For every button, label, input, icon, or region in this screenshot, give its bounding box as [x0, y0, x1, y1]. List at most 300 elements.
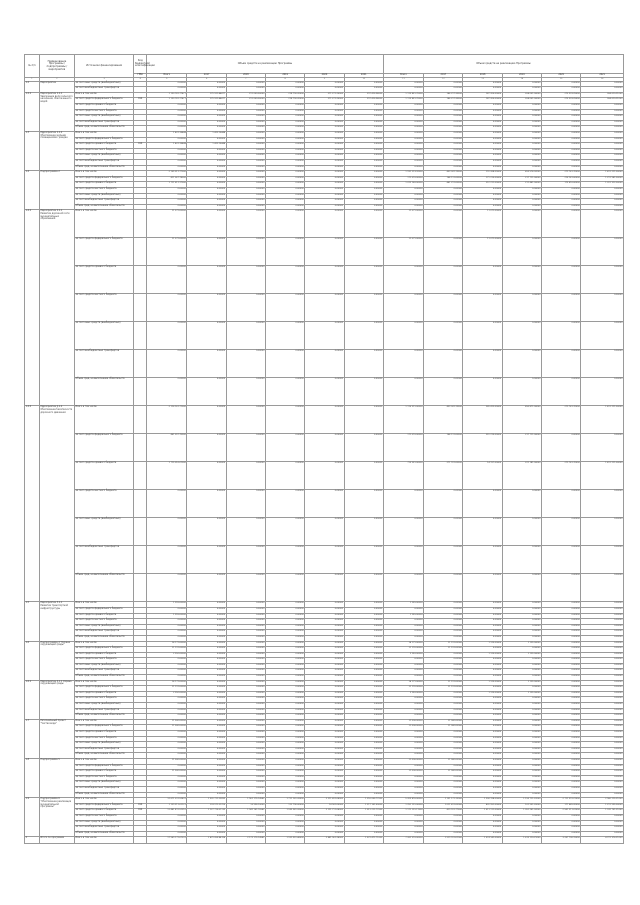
amount-cell: 0,00000 [266, 204, 305, 210]
amount-cell: 0,00000 [542, 663, 581, 669]
amount-cell: 7 261 970,00000 [383, 837, 423, 844]
amount-cell: 0,00000 [581, 781, 624, 787]
amount-cell: 0,00000 [266, 602, 305, 608]
funding-source: за счет межбюджетных трансфертов [74, 350, 133, 378]
amount-cell: 304 610,91000 [581, 92, 624, 98]
amount-cell: 1 110 911,00000 [383, 406, 423, 434]
amount-cell: 0,00000 [383, 775, 423, 781]
amount-cell: 0,00000 [266, 691, 305, 697]
amount-cell: 0,00000 [226, 675, 265, 681]
amount-cell: 0,00000 [542, 109, 581, 115]
column-index: 10 [344, 78, 383, 82]
row-number: 1.9 [25, 798, 40, 837]
amount-cell: 0,00000 [226, 434, 265, 462]
amount-cell: 0,00000 [266, 81, 305, 87]
amount-cell: 11 071,00000 [463, 238, 502, 266]
funding-source: Всего в том числе: [74, 837, 133, 844]
amount-cell: 0,00000 [305, 826, 344, 832]
amount-cell: 2 711 991,21000 [542, 798, 581, 804]
amount-cell: 0,00000 [226, 630, 265, 636]
row-number: 1.2 [25, 81, 40, 92]
amount-cell: 0,00000 [424, 814, 463, 820]
amount-cell: 0,00000 [266, 663, 305, 669]
amount-cell: 0,00000 [226, 115, 265, 121]
amount-cell: 0,00000 [147, 736, 187, 742]
funding-source: за счет иных средств (внебюджетных) [74, 154, 133, 160]
amount-cell: 0,00000 [581, 109, 624, 115]
amount-cell: 0,00000 [581, 160, 624, 166]
amount-cell: 0,00000 [542, 725, 581, 731]
amount-cell: 1 125,00000 [463, 652, 502, 658]
header-year-actual: Всего [383, 74, 423, 78]
amount-cell: 0,00000 [581, 104, 624, 110]
amount-cell: 0,00000 [344, 770, 383, 776]
funding-source: за счет средств краевого бюджета [74, 770, 133, 776]
amount-cell: 0,00000 [344, 148, 383, 154]
funding-source: за счет межбюджетных трансфертов [74, 120, 133, 126]
amount-cell: 0,00000 [226, 238, 265, 266]
funding-source: за счет средств федерального бюджета [74, 803, 133, 809]
row-number: 1.3 [25, 132, 40, 171]
amount-cell: 0,00000 [266, 764, 305, 770]
amount-cell: 0,00000 [502, 187, 541, 193]
amount-cell: 0,00000 [463, 322, 502, 350]
amount-cell: 0,00000 [542, 781, 581, 787]
amount-cell: 0,00000 [542, 742, 581, 748]
vsr-code: 914 [134, 143, 147, 149]
column-index: 3 [74, 78, 133, 82]
funding-source: за счет средств местного бюджета [74, 658, 133, 664]
amount-cell: 0,00000 [187, 204, 226, 210]
amount-cell: 0,00000 [305, 624, 344, 630]
amount-cell: 0,00000 [542, 697, 581, 703]
amount-cell: 0,00000 [581, 764, 624, 770]
funding-source: за счет средств краевого бюджета [74, 691, 133, 697]
amount-cell: 0,00000 [266, 143, 305, 149]
amount-cell: 0,00000 [266, 126, 305, 132]
amount-cell: 1 411 211,00000 [581, 462, 624, 490]
amount-cell: 0,00000 [226, 753, 265, 759]
amount-cell: 0,00000 [542, 647, 581, 653]
funding-source: за счет средств краевого бюджета [74, 266, 133, 294]
amount-cell: 0,00000 [147, 518, 187, 546]
header-year-approved: 2021 [344, 74, 383, 78]
amount-cell: 0,00000 [502, 607, 541, 613]
amount-cell: 0,00000 [226, 781, 265, 787]
amount-cell: 0,00000 [463, 613, 502, 619]
amount-cell: 0,00000 [226, 574, 265, 602]
amount-cell: 0,00000 [542, 187, 581, 193]
header-year-approved: 2017 [187, 74, 226, 78]
amount-cell: 1 255,00000 [147, 602, 187, 608]
row-number: 1.2.1 [25, 92, 40, 131]
amount-cell: 0,00000 [581, 814, 624, 820]
amount-cell: 2 250,00000 [147, 652, 187, 658]
amount-cell: 0,00000 [344, 137, 383, 143]
funding-source: за счет средств местного бюджета [74, 294, 133, 322]
amount-cell: 0,00000 [463, 658, 502, 664]
amount-cell: 0,00000 [187, 708, 226, 714]
amount-cell: 1 125,00000 [463, 691, 502, 697]
amount-cell: 0,00000 [305, 658, 344, 664]
amount-cell: 0,00000 [463, 378, 502, 406]
amount-cell: 0,00000 [226, 109, 265, 115]
amount-cell: 0,00000 [226, 210, 265, 238]
amount-cell: 0,00000 [344, 731, 383, 737]
amount-cell: 0,00000 [463, 624, 502, 630]
amount-cell: 0,00000 [424, 613, 463, 619]
amount-cell: 0,00000 [542, 160, 581, 166]
funding-source: за счет средств федерального бюджета [74, 238, 133, 266]
amount-cell: 0,00000 [383, 81, 423, 87]
amount-cell: 0,00000 [542, 193, 581, 199]
amount-cell: 271 271,20000 [305, 98, 344, 104]
funding-source: за счет средств местного бюджета [74, 736, 133, 742]
amount-cell: 0,00000 [344, 792, 383, 798]
amount-cell: 0,00000 [344, 747, 383, 753]
amount-cell: 0,00000 [463, 350, 502, 378]
amount-cell: 0,00000 [542, 490, 581, 518]
amount-cell: 1 011 211,77000 [344, 809, 383, 815]
vsr-code [134, 294, 147, 322]
amount-cell: 0,00000 [383, 781, 423, 787]
amount-cell: 0,00000 [266, 775, 305, 781]
amount-cell: 0,00000 [187, 115, 226, 121]
amount-cell: 0,00000 [147, 199, 187, 205]
amount-cell: 2 172 175,14542 [226, 837, 265, 844]
amount-cell: 0,00000 [226, 742, 265, 748]
amount-cell: 0,00000 [187, 703, 226, 709]
amount-cell: 0,00000 [502, 686, 541, 692]
amount-cell: 0,00000 [424, 602, 463, 608]
amount-cell: 0,00000 [581, 708, 624, 714]
amount-cell: 171 070,00000 [383, 434, 423, 462]
amount-cell: 0,00000 [305, 669, 344, 675]
amount-cell: 11 191,00000 [424, 680, 463, 686]
amount-cell: 0,00000 [187, 641, 226, 647]
amount-cell: 0,00000 [187, 182, 226, 188]
amount-cell: 191 268,00000 [463, 171, 502, 177]
amount-cell: 0,00000 [383, 714, 423, 720]
amount-cell: 1 251 191,00000 [383, 803, 423, 809]
amount-cell: 0,00000 [542, 574, 581, 602]
amount-cell: 0,00000 [424, 691, 463, 697]
amount-cell: 0,00000 [542, 669, 581, 675]
amount-cell: 265 412,00000 [463, 406, 502, 434]
amount-cell: 0,00000 [266, 770, 305, 776]
amount-cell: 0,00000 [383, 742, 423, 748]
amount-cell: 0,00000 [581, 731, 624, 737]
amount-cell: 0,00000 [502, 669, 541, 675]
amount-cell: 11 000,00000 [383, 725, 423, 731]
amount-cell: 0,00000 [502, 132, 541, 138]
amount-cell: 0,00000 [463, 193, 502, 199]
amount-cell: 0,00000 [344, 462, 383, 490]
amount-cell: 0,00000 [226, 154, 265, 160]
amount-cell: 0,00000 [424, 669, 463, 675]
amount-cell: 297 410,94000 [344, 98, 383, 104]
amount-cell: 0,00000 [424, 546, 463, 574]
amount-cell: 0,00000 [147, 714, 187, 720]
amount-cell: 0,00000 [502, 602, 541, 608]
amount-cell: 0,00000 [266, 210, 305, 238]
amount-cell: 0,00000 [542, 686, 581, 692]
funding-source: за счет иных средств (внебюджетных) [74, 322, 133, 350]
amount-cell: 0,00000 [502, 786, 541, 792]
amount-cell: 0,00000 [542, 204, 581, 210]
amount-cell: 1 255,00000 [147, 613, 187, 619]
amount-cell: 271 271,20000 [305, 92, 344, 98]
amount-cell: 0,00000 [424, 574, 463, 602]
amount-cell: 419 911,77000 [424, 809, 463, 815]
amount-cell: 0,00000 [266, 294, 305, 322]
amount-cell: 0,00000 [266, 518, 305, 546]
amount-cell: 0,00000 [542, 154, 581, 160]
amount-cell: 0,00000 [187, 719, 226, 725]
amount-cell: 0,00000 [502, 630, 541, 636]
amount-cell: 0,00000 [424, 820, 463, 826]
amount-cell: 0,00000 [305, 619, 344, 625]
amount-cell: 0,00000 [187, 187, 226, 193]
amount-cell: 0,00000 [542, 831, 581, 837]
funding-source: за счет средств местного бюджета [74, 490, 133, 518]
amount-cell: 0,00000 [424, 619, 463, 625]
amount-cell: 0,00000 [226, 143, 265, 149]
funding-source: Объем сред. на выполнение обязательств [74, 831, 133, 837]
header-group-actual: Объем средств на реализацию Программы [383, 55, 623, 74]
amount-cell: 0,00000 [542, 165, 581, 171]
amount-cell: 0,00000 [344, 104, 383, 110]
amount-cell: 12 671 011,52431 [147, 798, 187, 804]
amount-cell: 1 941 161,76542 [226, 809, 265, 815]
amount-cell: 101 951,20000 [502, 803, 541, 809]
amount-cell: 0,00000 [226, 736, 265, 742]
amount-cell: 0,00000 [424, 826, 463, 832]
funding-source: за счет средств краевого бюджета [74, 652, 133, 658]
funding-source: за счет средств местного бюджета [74, 775, 133, 781]
amount-cell: 0,00000 [383, 831, 423, 837]
amount-cell: 0,00000 [187, 680, 226, 686]
amount-cell: 1 422,16448 [147, 143, 187, 149]
funding-source: за счет средств краевого бюджета [74, 731, 133, 737]
amount-cell: 0,00000 [226, 171, 265, 177]
amount-cell: 0,00000 [424, 322, 463, 350]
amount-cell: 0,00000 [226, 187, 265, 193]
amount-cell: 0,00000 [463, 814, 502, 820]
amount-cell: 0,00000 [305, 691, 344, 697]
table-body [25, 81, 624, 844]
amount-cell: 171 215,00000 [463, 176, 502, 182]
header-year-actual: 2021 [581, 74, 624, 78]
amount-cell: 1 555 941,26000 [266, 809, 305, 815]
amount-cell: 0,00000 [424, 115, 463, 121]
amount-cell: 0,00000 [147, 104, 187, 110]
amount-cell: 0,00000 [424, 624, 463, 630]
amount-cell: 0,00000 [226, 546, 265, 574]
amount-cell: 0,00000 [226, 770, 265, 776]
amount-cell: 0,00000 [266, 736, 305, 742]
amount-cell: 0,00000 [147, 204, 187, 210]
amount-cell: 1 011 312,00000 [581, 182, 624, 188]
funding-source: за счет средств местного бюджета [74, 187, 133, 193]
amount-cell: 0,00000 [226, 703, 265, 709]
amount-cell: 0,00000 [226, 120, 265, 126]
funding-source: Объем сред. на выполнение обязательств [74, 753, 133, 759]
amount-cell: 14 171,00000 [383, 641, 423, 647]
amount-cell: 0,00000 [147, 663, 187, 669]
amount-cell: 0,00000 [581, 652, 624, 658]
funding-source: Всего в том числе: [74, 210, 133, 238]
amount-cell: 0,00000 [502, 742, 541, 748]
amount-cell: 0,00000 [383, 747, 423, 753]
amount-cell: 0,00000 [344, 294, 383, 322]
amount-cell: 0,00000 [344, 786, 383, 792]
amount-cell: 0,00000 [305, 238, 344, 266]
funding-source: за счет межбюджетных трансфертов [74, 160, 133, 166]
amount-cell: 0,00000 [542, 120, 581, 126]
amount-cell: 0,00000 [542, 675, 581, 681]
amount-cell: 146 217,35000 [424, 92, 463, 98]
amount-cell: 0,00000 [187, 462, 226, 490]
amount-cell: 0,00000 [383, 814, 423, 820]
amount-cell: 0,00000 [187, 109, 226, 115]
amount-cell: 0,00000 [344, 154, 383, 160]
amount-cell: 0,00000 [266, 266, 305, 294]
amount-cell: 0,00000 [305, 87, 344, 93]
funding-source: за счет средств местного бюджета [74, 148, 133, 154]
amount-cell: 0,00000 [424, 378, 463, 406]
amount-cell: 0,00000 [147, 546, 187, 574]
amount-cell: 0,00000 [266, 462, 305, 490]
amount-cell: 0,00000 [305, 187, 344, 193]
column-index: 13 [463, 78, 502, 82]
amount-cell: 0,00000 [502, 719, 541, 725]
funding-source: Объем сред. на выполнение обязательств [74, 378, 133, 406]
amount-cell: 0,00000 [463, 137, 502, 143]
amount-cell: 0,00000 [187, 607, 226, 613]
amount-cell: 0,00000 [226, 518, 265, 546]
amount-cell: 0,00000 [424, 703, 463, 709]
amount-cell: 0,00000 [424, 792, 463, 798]
table-row [25, 210, 624, 238]
amount-cell: 0,00000 [502, 775, 541, 781]
amount-cell: 0,00000 [187, 378, 226, 406]
amount-cell: 0,00000 [147, 378, 187, 406]
amount-cell: 0,00000 [463, 675, 502, 681]
amount-cell: 0,00000 [383, 109, 423, 115]
amount-cell: 0,00000 [463, 714, 502, 720]
funding-source: Всего в том числе: [74, 641, 133, 647]
amount-cell: 0,00000 [226, 406, 265, 434]
amount-cell: 0,00000 [463, 115, 502, 121]
amount-cell: 0,00000 [187, 613, 226, 619]
column-index: 14 [502, 78, 541, 82]
amount-cell: 0,00000 [344, 120, 383, 126]
funding-source: за счет средств федерального бюджета [74, 647, 133, 653]
amount-cell: 0,00000 [344, 624, 383, 630]
amount-cell: 0,00000 [344, 182, 383, 188]
amount-cell: 0,00000 [581, 675, 624, 681]
amount-cell: 0,00000 [266, 137, 305, 143]
amount-cell: 0,00000 [383, 792, 423, 798]
amount-cell: 4 721 376,21000 [581, 837, 624, 844]
amount-cell: 0,00000 [502, 781, 541, 787]
row-number: 1.4.2 [25, 406, 40, 602]
amount-cell: 0,00000 [502, 193, 541, 199]
amount-cell: 11 000,00000 [424, 725, 463, 731]
amount-cell: 0,00000 [305, 820, 344, 826]
amount-cell: 1 129 211,01121 [147, 803, 187, 809]
header-year-actual: 2019 [502, 74, 541, 78]
amount-cell: 0,00000 [502, 747, 541, 753]
amount-cell: 2 561 211,01000 [542, 809, 581, 815]
amount-cell: 0,00000 [383, 619, 423, 625]
amount-cell: 0,00000 [463, 719, 502, 725]
amount-cell: 0,00000 [502, 546, 541, 574]
funding-source: за счет межбюджетных трансфертов [74, 826, 133, 832]
amount-cell: 0,00000 [147, 120, 187, 126]
amount-cell: 0,00000 [344, 350, 383, 378]
amount-cell: 0,00000 [266, 132, 305, 138]
amount-cell: 212 211,00000 [463, 182, 502, 188]
amount-cell: 0,00000 [502, 87, 541, 93]
amount-cell: 11 000,00000 [424, 770, 463, 776]
amount-cell: 0,00000 [305, 719, 344, 725]
amount-cell: 1 422,16448 [187, 143, 226, 149]
amount-cell: 0,00000 [147, 490, 187, 518]
funding-source: за счет межбюджетных трансфертов [74, 786, 133, 792]
funding-source: за счет средств краевого бюджета [74, 143, 133, 149]
amount-cell: 0,00000 [187, 669, 226, 675]
vsr-code: 914 [134, 803, 147, 809]
amount-cell: 0,00000 [147, 619, 187, 625]
amount-cell: 0,00000 [305, 703, 344, 709]
amount-cell: 0,00000 [344, 613, 383, 619]
amount-cell: 0,00000 [305, 725, 344, 731]
amount-cell: 0,00000 [266, 350, 305, 378]
amount-cell: 0,00000 [502, 764, 541, 770]
amount-cell: 0,00000 [266, 714, 305, 720]
amount-cell: 0,00000 [581, 686, 624, 692]
amount-cell: 1 125,00000 [502, 652, 541, 658]
amount-cell: 0,00000 [581, 137, 624, 143]
amount-cell: 211 441,00000 [502, 182, 541, 188]
amount-cell: 0,00000 [226, 831, 265, 837]
amount-cell: 0,00000 [226, 669, 265, 675]
amount-cell: 0,00000 [187, 148, 226, 154]
amount-cell: 0,00000 [502, 725, 541, 731]
funding-source: за счет средств федерального бюджета [74, 607, 133, 613]
amount-cell: 0,00000 [581, 719, 624, 725]
amount-cell: 0,00000 [463, 826, 502, 832]
header-source: Источники финансирования [74, 55, 133, 78]
amount-cell: 0,00000 [424, 518, 463, 546]
amount-cell: 0,00000 [542, 126, 581, 132]
amount-cell: 0,00000 [383, 518, 423, 546]
row-name: Мероприятие 1.1.1 Увеличение доли сельского населения, обеспеченного водой [39, 92, 74, 131]
amount-cell: 187 200,00000 [463, 98, 502, 104]
amount-cell: 0,00000 [305, 675, 344, 681]
amount-cell: 0,00000 [383, 708, 423, 714]
row-number: 1.6 [25, 641, 40, 680]
amount-cell: 0,00000 [305, 607, 344, 613]
funding-source: Всего в том числе: [74, 680, 133, 686]
amount-cell: 0,00000 [424, 81, 463, 87]
amount-cell: 0,00000 [226, 814, 265, 820]
amount-cell: 0,00000 [147, 747, 187, 753]
amount-cell: 0,00000 [463, 165, 502, 171]
amount-cell: 0,00000 [266, 120, 305, 126]
